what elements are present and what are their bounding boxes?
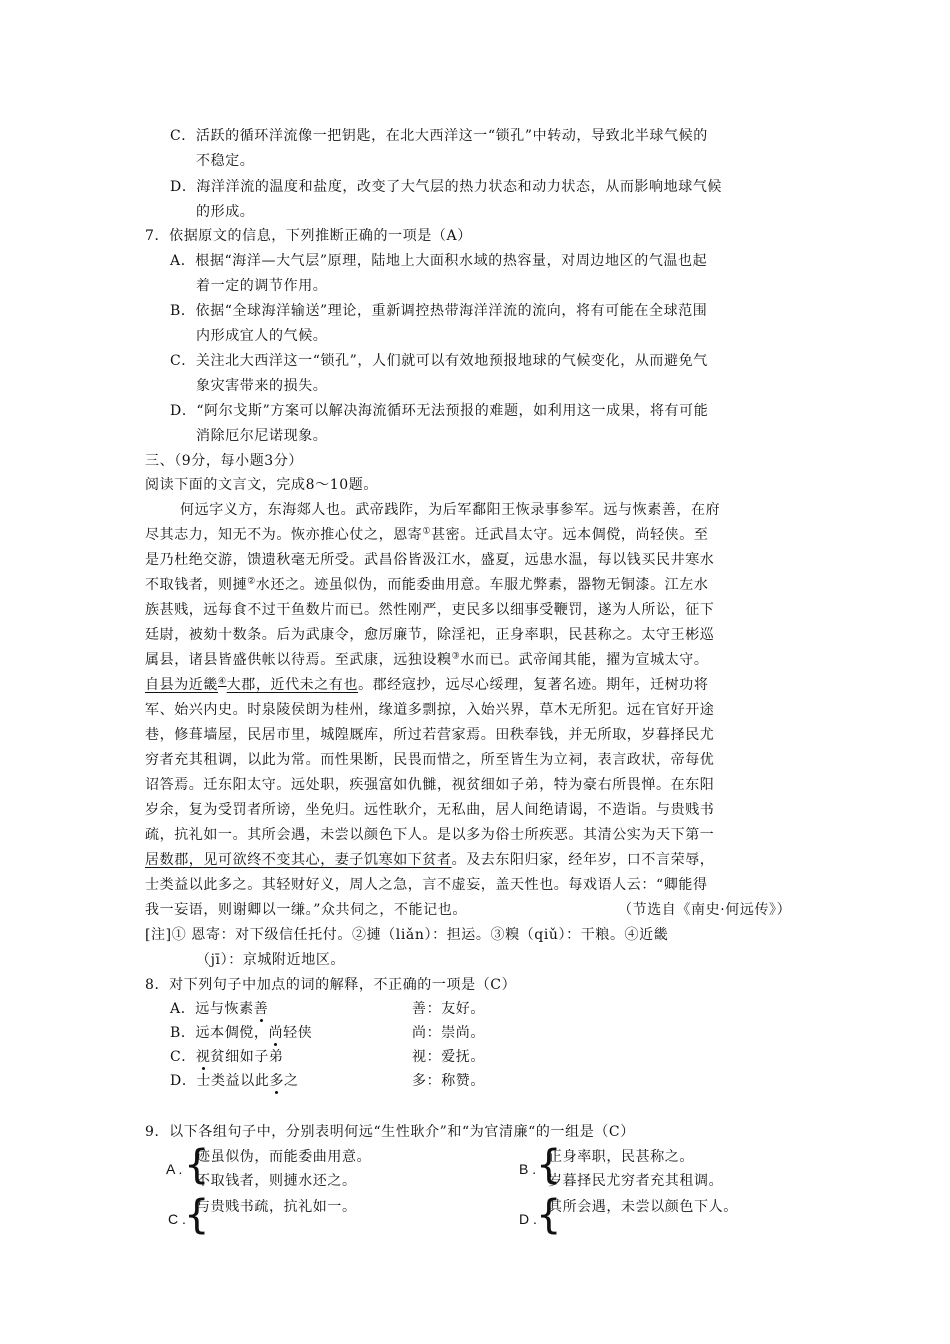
passage-line: 何远字义方，东海郯人也。武帝践阼，为后军鄱阳王恢录事参军。远与恢素善，在府	[180, 502, 721, 518]
q7-option-d-line1: D．“阿尔戈斯”方案可以解决海流循环无法预报的难题，如利用这一成果，将有可能	[170, 403, 709, 419]
q9-option-a-line1: 迹虽似伪，而能委曲用意。	[196, 1149, 372, 1165]
passage-line: 岁余，复为受罚者所谤，坐免归。远性耿介，无私曲，居人间绝请谒，不造诣。与贵贱书	[145, 802, 715, 818]
q9-option-c-line1: 与贵贱书疏，抗礼如一。	[196, 1199, 357, 1215]
passage-line: 不取钱者，则摙②水还之。迹虽似伪，而能委曲用意。车服尤弊素，器物无铜漆。江左水	[145, 576, 709, 593]
q6-option-c-line2: 不稳定。	[196, 153, 255, 169]
passage-line: 是乃杜绝交游，馈遗秋毫无所受。武昌俗皆汲江水，盛夏，远患水温，每以钱买民井寒水	[145, 552, 715, 568]
q6-option-d-line2: 的形成。	[196, 204, 255, 220]
q9-option-b-line1: 正身率职，民甚称之。	[548, 1149, 694, 1165]
passage-line: 军、始兴内史。时泉陵侯朗为桂州，缘道多剽掠，入始兴界，草木无所犯。远在官好开途	[145, 702, 715, 718]
q9-option-b-line2: 岁暮择民尤穷者充其租调。	[548, 1173, 724, 1189]
q9-option-b-label: B .	[519, 1161, 537, 1177]
passage-line: 我一妄语，则谢卿以一缣。”众共伺之，不能记也。	[145, 902, 467, 918]
passage-note: [注]① 恩寄：对下级信任托付。②摙（liǎn）：担运。③糗（qiǔ）：干粮。④近畿	[145, 927, 669, 943]
passage-source: （节选自《南史·何远传》）	[618, 902, 792, 918]
q8-option-b-definition: 尚：崇尚。	[412, 1025, 485, 1041]
passage-line: 士类益以此多之。其轻财好义，周人之急，言不虚妄，盖天性也。每戏语人云：“卿能得	[145, 877, 708, 893]
passage-line-underlined: 自县为近畿④大郡，近代未之有也。郡经寇抄，远尽心绥理，复著名迹。期年，迁树功将	[145, 676, 709, 693]
q7-option-b-line1: B．依据“全球海洋输送”理论，重新调控热带海洋洋流的流向，将有可能在全球范围	[170, 303, 708, 319]
q9-stem: 9．以下各组句子中，分别表明何远“生性耿介”和“为官清廉“的一组是（C）	[145, 1124, 635, 1140]
passage-note: （jī）：京城附近地区。	[196, 952, 346, 968]
passage-line: 诏答焉。迁东阳太守。远处职，疾强富如仇雠，视贫细如子弟，特为豪右所畏惮。在东阳	[145, 777, 715, 793]
left-brace-icon: {	[536, 1192, 562, 1238]
passage-line: 穷者充其租调，以此为常。而性果断，民畏而惜之，所至皆生为立祠，表言政状，帝每优	[145, 752, 715, 768]
passage-line: 族甚贱，远每食不过干鱼数片而已。然性刚严，吏民多以细事受鞭罚，遂为人所讼，征下	[145, 602, 715, 618]
q7-option-c-line1: C．关注北大西洋这一“锁孔”，人们就可以有效地预报地球的气候变化，从而避免气	[170, 353, 708, 369]
q8-option-c-definition: 视：爱抚。	[412, 1049, 485, 1065]
q6-option-d-line1: D．海洋洋流的温度和盐度，改变了大气层的热力状态和动力状态，从而影响地球气候	[170, 179, 723, 195]
q8-option-a: A．远与恢素善	[170, 1001, 269, 1017]
section-instruction: 阅读下面的文言文，完成8～10题。	[145, 477, 378, 493]
q7-option-d-line2: 消除厄尔尼诺现象。	[196, 428, 328, 444]
q7-option-c-line2: 象灾害带来的损失。	[196, 378, 328, 394]
passage-line-underlined: 居数郡，见可欲终不变其心，妻子饥寒如下贫者。及去东阳归家，经年岁，口不言荣辱，	[145, 852, 715, 868]
q9-option-c-label: C .	[168, 1211, 186, 1227]
q7-option-b-line2: 内形成宜人的气候。	[196, 328, 328, 344]
q9-option-d-label: D .	[519, 1211, 537, 1227]
q9-option-d-line1: 其所会遇，未尝以颜色下人。	[548, 1199, 738, 1215]
q6-option-c-line1: C．活跃的循环洋流像一把钥匙，在北大西洋这一“锁孔”中转动，导致北半球气候的	[170, 128, 708, 144]
section-heading: 三、（9分，每小题3分）	[145, 453, 304, 469]
passage-line: 属县，诸县皆盛供帐以待焉。至武康，远独设糗③水而已。武帝闻其能，擢为宣城太守。	[145, 651, 709, 668]
passage-line: 廷尉，被劾十数条。后为武康令，愈厉廉节，除淫祀，正身率职，民甚称之。太守王彬巡	[145, 627, 715, 643]
left-brace-icon: {	[184, 1142, 210, 1188]
q8-option-c: C．视贫细如子弟	[170, 1049, 284, 1065]
passage-line: 尽其志力，知无不为。恢亦推心仗之，恩寄①甚密。迁武昌太守。远本倜傥，尚轻侠。至	[145, 526, 709, 543]
q9-option-a-line2: 不取钱者，则摙水还之。	[196, 1173, 357, 1189]
q8-option-d-definition: 多：称赞。	[412, 1073, 485, 1089]
q9-option-a-label: A .	[166, 1161, 183, 1177]
passage-line: 巷，修葺墙屋，民居市里，城隍厩库，所过若营家焉。田秩奉钱，并无所取，岁暮择民尤	[145, 727, 715, 743]
q8-option-d: D．士类益以此多之	[170, 1073, 299, 1089]
q8-stem: 8．对下列句子中加点的词的解释，不正确的一项是（C）	[145, 977, 517, 993]
q8-option-a-definition: 善：友好。	[412, 1001, 485, 1017]
q7-option-a-line1: A．根据“海洋—大气层”原理，陆地上大面积水域的热容量，对周边地区的气温也起	[170, 253, 708, 269]
passage-line: 疏，抗礼如一。其所会遇，未尝以颜色下人。是以多为俗士所疾恶。其清公实为天下第一	[145, 827, 715, 843]
q7-stem: 7．依据原文的信息，下列推断正确的一项是（A）	[145, 228, 472, 244]
q8-option-b: B．远本倜傥，尚轻侠	[170, 1025, 313, 1041]
left-brace-icon: {	[184, 1192, 210, 1238]
q7-option-a-line2: 着一定的调节作用。	[196, 278, 328, 294]
left-brace-icon: {	[536, 1142, 562, 1188]
